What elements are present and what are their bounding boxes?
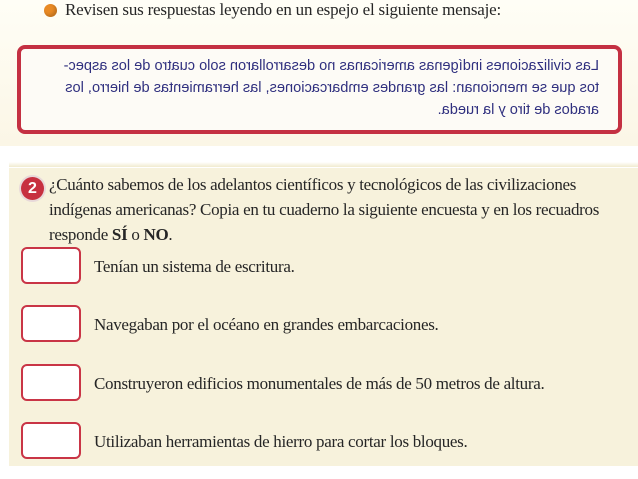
- instruction-text: Revisen sus respuestas leyendo en un espejo el siguiente mensaje:: [65, 0, 501, 19]
- mirror-message-box: [17, 45, 622, 134]
- mirror-message-line: Las civilizaciones indígenas americanas no desarrollaron solo cuatro de los aspec-: [63, 58, 599, 74]
- answer-no: NO: [143, 225, 169, 244]
- mirror-message-line: arados de tiro y la rueda.: [437, 102, 599, 118]
- survey-item-3: Construyeron edificios monumentales de más de 50 metros de altura.: [94, 374, 545, 393]
- question-number-badge: 2: [21, 177, 44, 200]
- question-body: ¿Cuánto sabemos de los adelantos científicos y tecnológicos de las civilizaciones indígenas americanas? Copia en tu cuaderno la siguiente encuesta y en los recuadros responde: [49, 175, 600, 244]
- survey-item-4: Utilizaban herramientas de hierro para cortar los bloques.: [94, 432, 468, 451]
- mirror-message-text: [21, 55, 611, 121]
- survey-item-1: Tenían un sistema de escritura.: [94, 257, 295, 276]
- answer-box-4[interactable]: [21, 422, 81, 459]
- survey-item-2: Navegaban por el océano en grandes embarcaciones.: [94, 315, 439, 334]
- answer-or: o: [127, 225, 144, 244]
- orange-bullet-icon: [44, 4, 57, 17]
- question-text: [49, 172, 633, 247]
- question-end: .: [168, 225, 173, 244]
- answer-yes: SÍ: [111, 225, 128, 244]
- answer-box-3[interactable]: [21, 364, 81, 401]
- answer-box-2[interactable]: [21, 305, 81, 342]
- answer-box-1[interactable]: [21, 247, 81, 284]
- mirror-message-line: tos que se mencionan: las grandes embarcaciones, las herramientas de hierro, los: [65, 80, 599, 96]
- section-divider: [9, 162, 638, 167]
